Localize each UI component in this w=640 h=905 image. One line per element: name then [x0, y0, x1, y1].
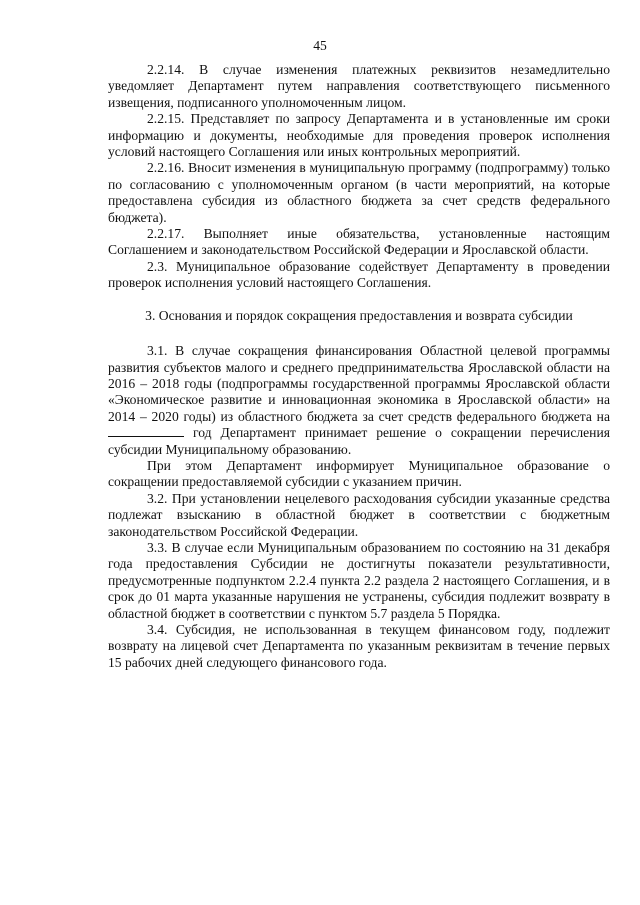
paragraph-2-2-17: 2.2.17. Выполняет иные обязательства, установленные настоящим Соглашением и законодательством Российской Федерации и Ярославской области. — [108, 226, 610, 258]
paragraph-3-2: 3.2. При установлении нецелевого расходования субсидии указанные средства подлежат взысканию в областной бюджет в соответствии с бюджетным законодательством Российской Федерации. — [108, 490, 610, 539]
document-body — [108, 62, 610, 671]
blank-year-field — [108, 426, 184, 437]
paragraph-3-4: 3.4. Субсидия, не использованная в текущем финансовом году, подлежит возврату на лицевой счет Департамента по указанным реквизитам в течение первых 15 рабочих дней следующего финансового года. — [108, 622, 610, 670]
page-number: 45 — [313, 38, 327, 53]
paragraph-3-1-text-end: год Департамент принимает решение о сокращении перечисления субсидии Муниципальному образованию. — [108, 425, 610, 457]
paragraph-3-1-text-start: 3.1. В случае сокращения финансирования Областной целевой программы развития субъектов малого и среднего предпринимательства Ярославской области на 2016 – 2018 годы (подпрограммы государственной программы Ярославской области «Экономическое развитие и инновационная экономика в Ярославской области» на 2014 – 2020 годы) из областного бюджета за счет средств федерального бюджета на — [108, 343, 610, 424]
paragraph-2-2-16: 2.2.16. Вносит изменения в муниципальную программу (подпрограмму) только по согласованию с уполномоченным органом (в части мероприятий, на которые предоставлена субсидия из областного бюджета за счет средств федерального бюджета). — [108, 160, 610, 225]
section-heading: 3. Основания и порядок сокращения предоставления и возврата субсидии — [145, 307, 573, 323]
paragraph-3-3: 3.3. В случае если Муниципальным образованием по состоянию на 31 декабря года предоставления Субсидии не достигнуты показатели результативности, предусмотренные подпунктом 2.2.4 пункта 2.2 раздела 2 настоящего Соглашения, и в срок до 01 марта указанные нарушения не устранены, субсидия подлежит возврату в областной бюджет в соответствии с пунктом 5.7 раздела 5 Порядка. — [108, 539, 610, 621]
paragraph-2-2-14: 2.2.14. В случае изменения платежных реквизитов незамедлительно уведомляет Департамент путем направления соответствующего письменного извещения, подписанного уполномоченным лицом. — [108, 62, 610, 110]
paragraph-2-3: 2.3. Муниципальное образование содействует Департаменту в проведении проверок исполнения условий настоящего Соглашения. — [108, 258, 610, 291]
paragraph-3-1 — [108, 343, 610, 458]
paragraph-2-2-15: 2.2.15. Представляет по запросу Департамента и в установленные им сроки информацию и документы, необходимые для проведения проверок исполнения условий настоящего Соглашения или иных контрольных мероприятий. — [108, 111, 610, 160]
paragraph-3-1-note: При этом Департамент информирует Муниципальное образование о сокращении предоставляемой субсидии с указанием причин. — [108, 457, 610, 490]
